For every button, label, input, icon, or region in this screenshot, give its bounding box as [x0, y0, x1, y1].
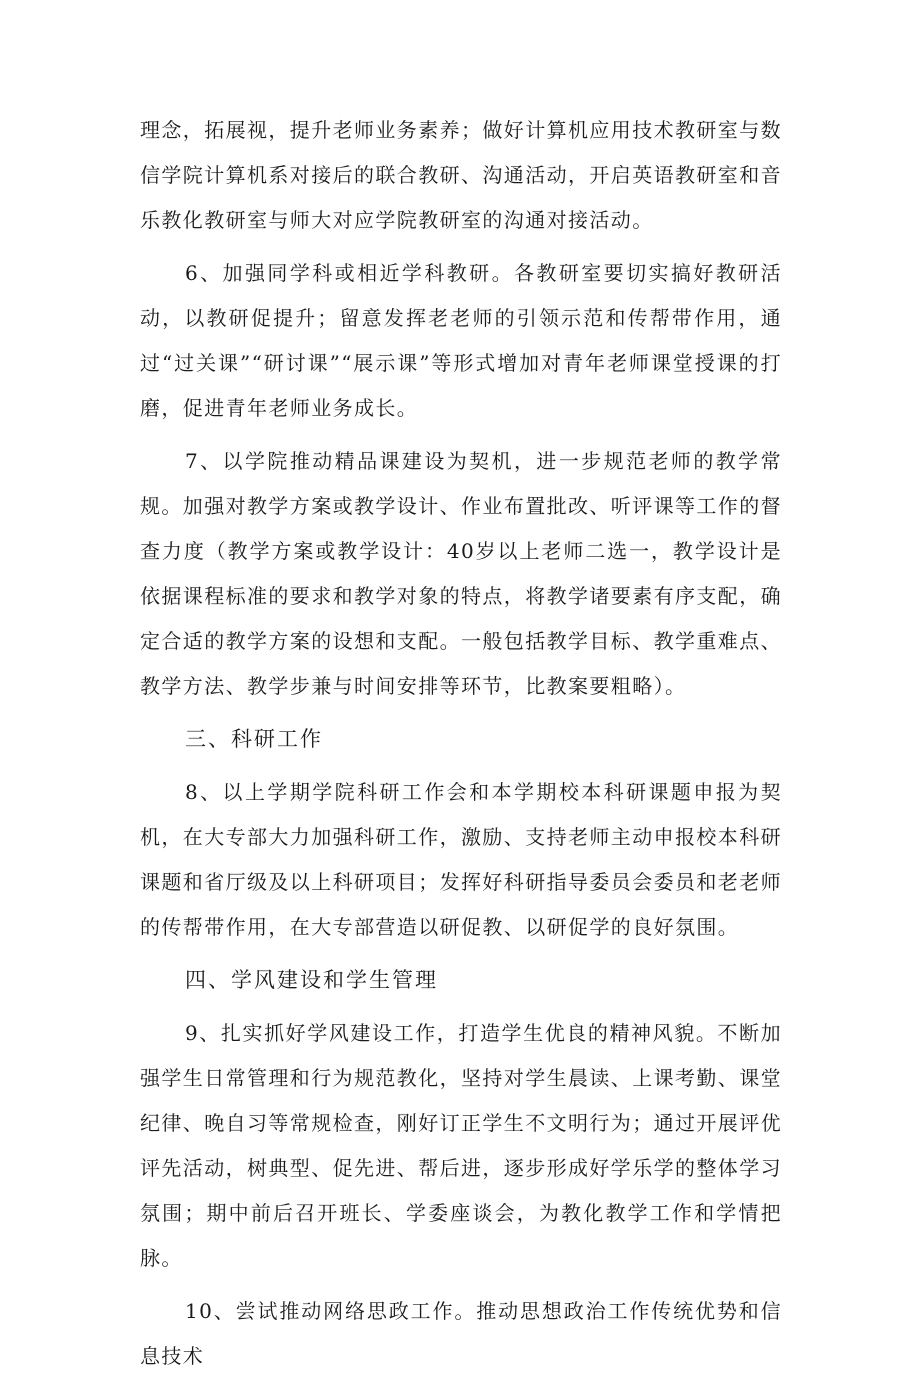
- section-heading-study-style: 四、学风建设和学生管理: [185, 968, 438, 992]
- section-heading-research: 三、科研工作: [185, 727, 323, 751]
- paragraph-continuation: 理念，拓展视，提升老师业务素养；做好计算机应用技术教研室与数信学院计算机系对接后的联合教研、沟通活动，开启英语教研室和音乐教化教研室与师大对应学院教研室的沟通对接活动。: [140, 118, 782, 232]
- paragraph-item-10: 10、尝试推动网络思政工作。推动思想政治工作传统优势和信息技术: [140, 1299, 782, 1368]
- paragraph-item-6: 6、加强同学科或相近学科教研。各教研室要切实搞好教研活动，以教研促提升；留意发挥老老师的引领示范和传帮带作用，通过“过关课”“研讨课”“展示课”等形式增加对青年老师课堂授课的打磨，促进青年老师业务成长。: [140, 261, 782, 420]
- paragraph-item-8: 8、以上学期学院科研工作会和本学期校本科研课题申报为契机，在大专部大力加强科研工作，激励、支持老师主动申报校本科研课题和省厅级及以上科研项目；发挥好科研指导委员会委员和老老师的传帮带作用，在大专部营造以研促教、以研促学的良好氛围。: [140, 780, 782, 939]
- document-body: [140, 108, 782, 1387]
- paragraph-item-7: 7、以学院推动精品课建设为契机，进一步规范老师的教学常规。加强对教学方案或教学设计、作业布置批改、听评课等工作的督查力度（教学方案或教学设计：40岁以上老师二选一，教学设计是依据课程标准的要求和教学对象的特点，将教学诸要素有序支配，确定合适的教学方案的设想和支配。一般包括教学目标、教学重难点、教学方法、教学步兼与时间安排等环节，比教案要粗略）。: [140, 449, 782, 698]
- paragraph-item-9: 9、扎实抓好学风建设工作，打造学生优良的精神风貌。不断加强学生日常管理和行为规范教化，坚持对学生晨读、上课考勤、课堂纪律、晚自习等常规检查，刚好订正学生不文明行为；通过开展评优评先活动，树典型、促先进、帮后进，逐步形成好学乐学的整体学习氛围；期中前后召开班长、学委座谈会，为教化教学工作和学情把脉。: [140, 1021, 782, 1270]
